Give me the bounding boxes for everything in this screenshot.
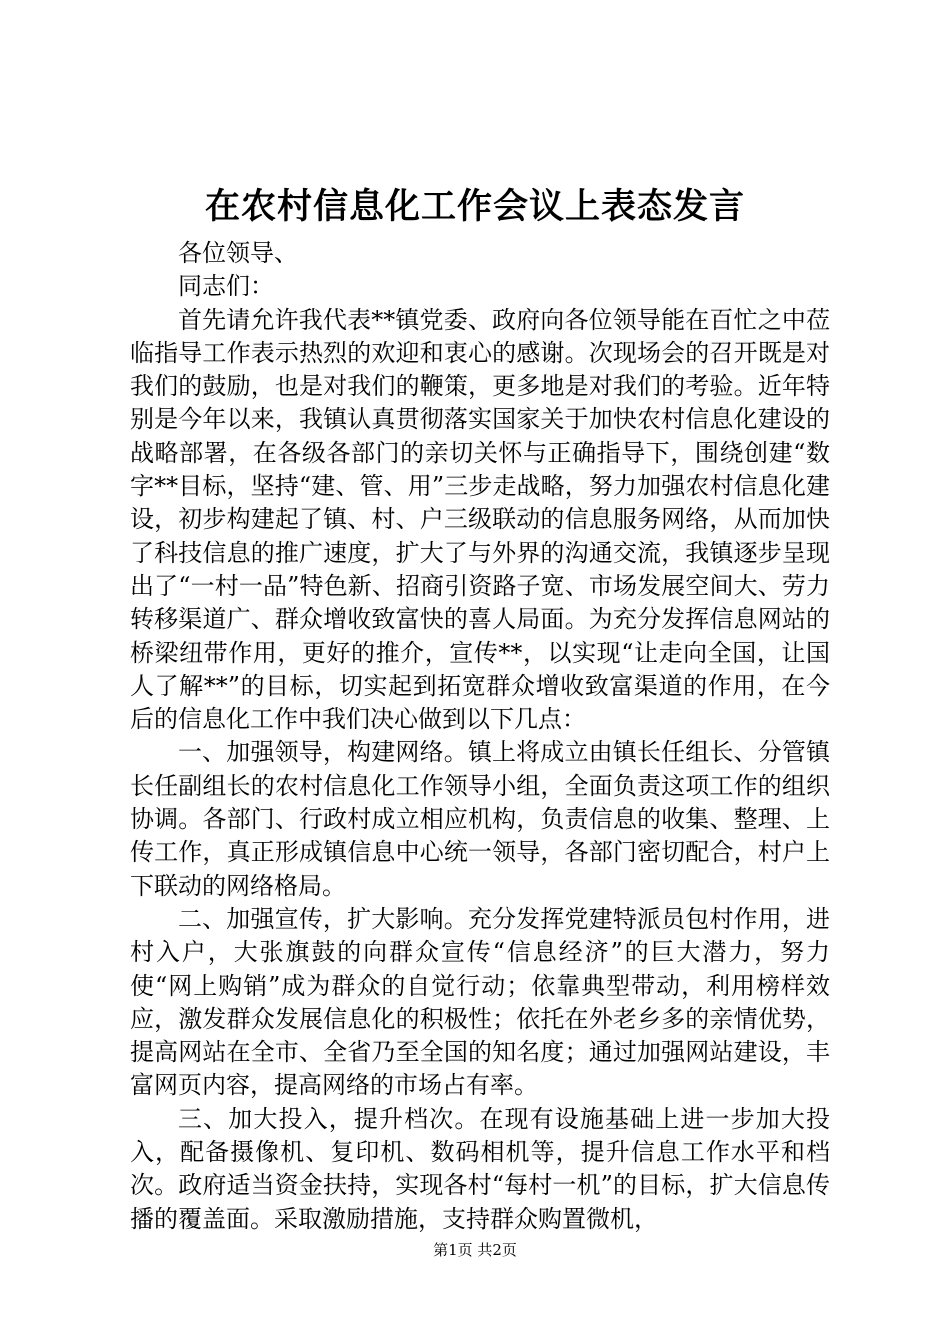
paragraph-point-2: 二、加强宣传，扩大影响。充分发挥党建特派员包村作用，进村入户，大张旗鼓的向群众宣传“信息经济”的巨大潜力，努力使“网上购销”成为群众的自觉行动；依靠典型带动，利用榜样效应，激发群众发展信息化的积极性；依托在外老乡多的亲情优势，提高网站在全市、全省乃至全国的知名度；通过加强网站建设，丰富网页内容，提高网络的市场占有率。	[130, 904, 830, 1100]
paragraph-intro: 首先请允许我代表**镇党委、政府向各位领导能在百忙之中莅临指导工作表示热烈的欢迎和衷心的感谢。次现场会的召开既是对我们的鼓励，也是对我们的鞭策，更多地是对我们的考验。近年特别是今年以来，我镇认真贯彻落实国家关于加快农村信息化建设的战略部署，在各级各部门的亲切关怀与正确指导下，围绕创建“数字**目标，坚持“建、管、用”三步走战略，努力加强农村信息化建设，初步构建起了镇、村、户三级联动的信息服务网络，从而加快了科技信息的推广速度，扩大了与外界的沟通交流，我镇逐步呈现出了“一村一品”特色新、招商引资路子宽、市场发展空间大、劳力转移渠道广、群众增收致富快的喜人局面。为充分发挥信息网站的桥梁纽带作用，更好的推介，宣传**，以实现“让走向全国，让国人了解**”的目标，切实起到拓宽群众增收致富渠道的作用，在今后的信息化工作中我们决心做到以下几点：	[130, 305, 830, 734]
paragraph-point-1: 一、加强领导，构建网络。镇上将成立由镇长任组长、分管镇长任副组长的农村信息化工作领导小组，全面负责这项工作的组织协调。各部门、行政村成立相应机构，负责信息的收集、整理、上传工作，真正形成镇信息中心统一领导，各部门密切配合，村户上下联动的网络格局。	[130, 738, 830, 900]
page-footer: 第1页 共2页	[433, 1241, 517, 1259]
salutation-line-1: 各位领导、	[178, 239, 298, 267]
paragraph-point-3: 三、加大投入，提升档次。在现有设施基础上进一步加大投入，配备摄像机、复印机、数码相机等，提升信息工作水平和档次。政府适当资金扶持，实现各村“每村一机”的目标，扩大信息传播的覆盖面。采取激励措施，支持群众购置微机，	[130, 1104, 830, 1233]
document-body	[130, 237, 830, 1236]
salutation-line-2: 同志们：	[178, 272, 274, 301]
document-title: 在农村信息化工作会议上表态发言	[204, 186, 745, 227]
